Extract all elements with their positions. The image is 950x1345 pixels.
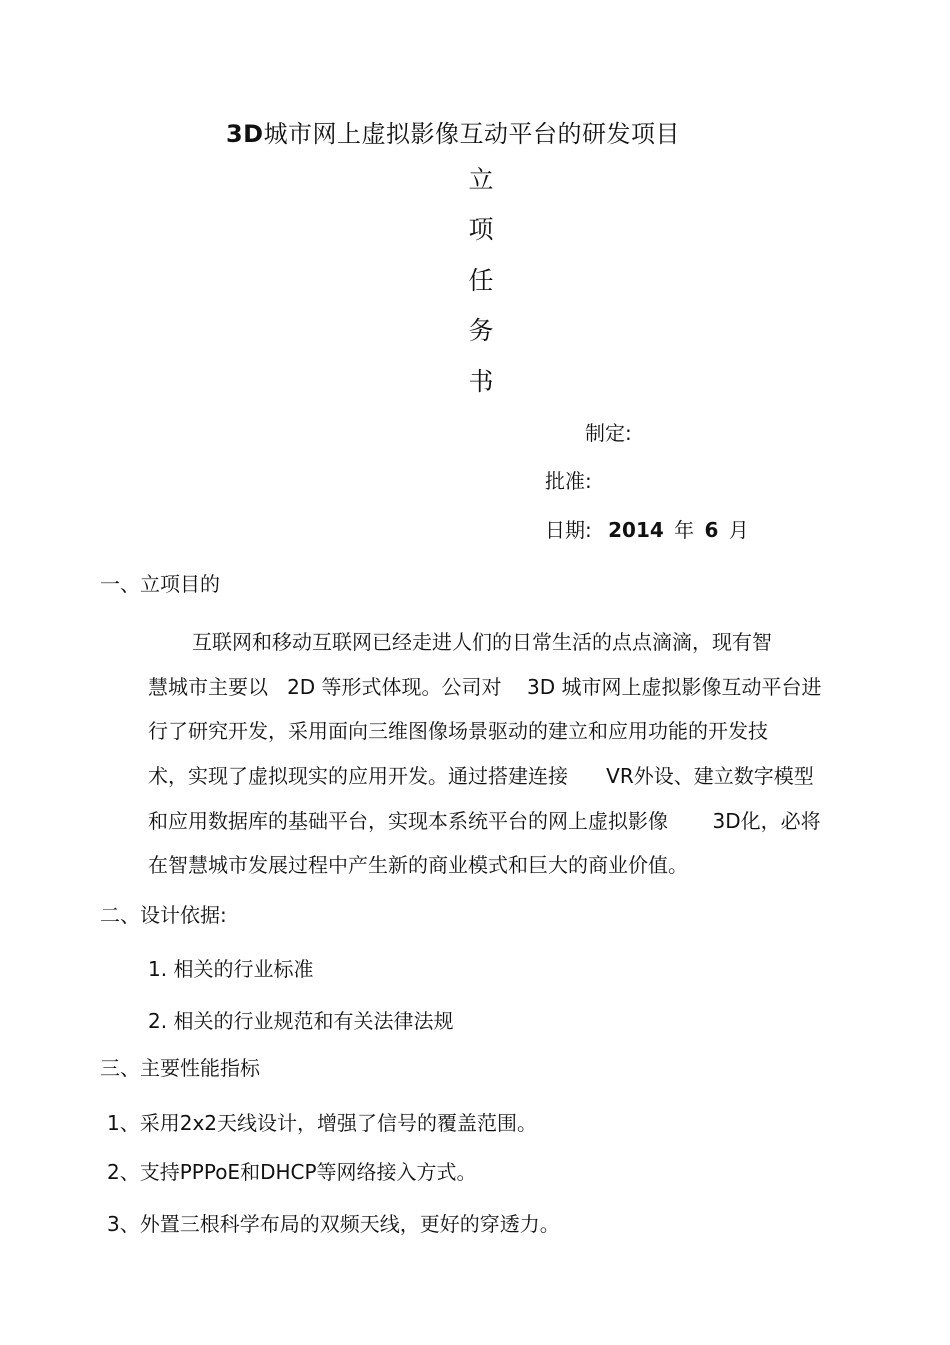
document-title — [0, 114, 906, 149]
author-label: 制定: — [585, 421, 632, 445]
vertical-title-char: 务 — [468, 316, 494, 345]
paragraph-line: 在智慧城市发展过程中产生新的商业模式和巨大的商业价值。 — [148, 853, 688, 877]
section-heading: 三、主要性能指标 — [100, 1056, 260, 1080]
date-month-unit: 月 — [728, 518, 749, 542]
title-text: 城市网上虚拟影像互动平台的研发项目 — [263, 120, 681, 148]
vertical-title-char: 任 — [468, 266, 494, 295]
vertical-title-char: 项 — [468, 215, 494, 244]
title-latin: 3D — [225, 120, 264, 148]
list-item: 2、支持PPPoE和DHCP等网络接入方式。 — [107, 1160, 477, 1184]
list-item: 3、外置三根科学布局的双频天线，更好的穿透力。 — [107, 1212, 560, 1236]
vertical-title-char: 书 — [468, 367, 494, 396]
vertical-title-char: 立 — [468, 165, 494, 194]
paragraph-line: 行了研究开发，采用面向三维图像场景驱动的建立和应用功能的开发技 — [148, 719, 768, 743]
paragraph-line: 和应用数据库的基础平台，实现本系统平台的网上虚拟影像 3D化，必将 — [148, 809, 821, 833]
date-line — [545, 514, 749, 543]
list-item: 1、采用2x2天线设计，增强了信号的覆盖范围。 — [107, 1111, 538, 1135]
list-item: 1. 相关的行业标准 — [148, 957, 314, 981]
paragraph-line: 互联网和移动互联网已经走进人们的日常生活的点点滴滴，现有智 — [192, 630, 772, 654]
paragraph-line: 术，实现了虚拟现实的应用开发。通过搭建连接 VR外设、建立数字模型 — [148, 764, 814, 788]
approver-label: 批准: — [545, 469, 592, 493]
date-month: 6 — [704, 518, 719, 542]
section-heading: 二、设计依据: — [100, 903, 227, 927]
date-year: 2014 — [608, 518, 664, 542]
paragraph-line: 慧城市主要以 2D 等形式体现。公司对 3D 城市网上虚拟影像互动平台进 — [148, 675, 822, 699]
date-year-unit: 年 — [674, 518, 695, 542]
list-item: 2. 相关的行业规范和有关法律法规 — [148, 1009, 454, 1033]
section-heading: 一、立项目的 — [100, 572, 220, 596]
date-label: 日期: — [545, 518, 592, 542]
